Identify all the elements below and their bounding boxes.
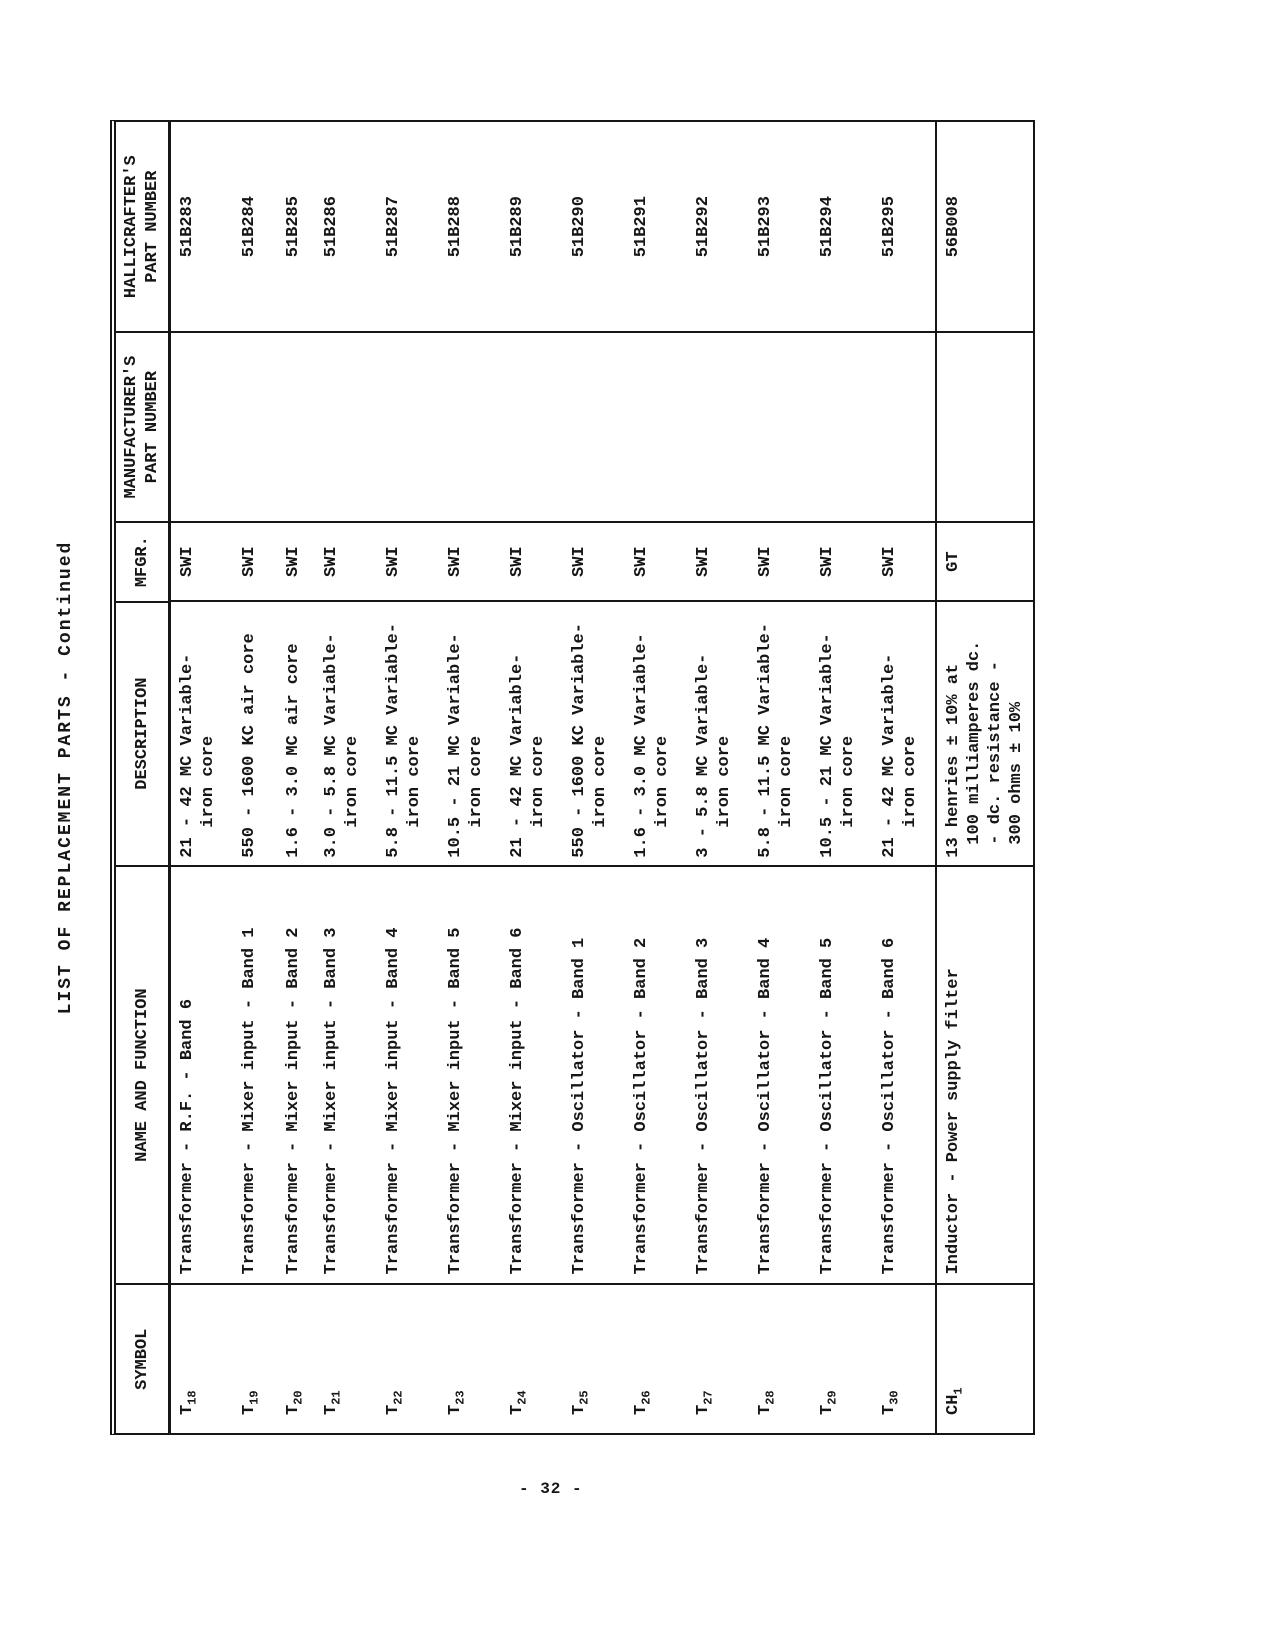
name-and-function-cell: Transformer - Mixer input - Band 5 — [439, 865, 501, 1284]
manufacturers-part-number-cell — [439, 331, 501, 520]
table-row — [811, 122, 873, 1433]
description-line: 1.6 - 3.0 MC air core — [284, 643, 303, 858]
description-cell — [501, 601, 563, 865]
description-line: iron core — [591, 735, 610, 828]
description-line: - dc. resistance - — [986, 661, 1005, 845]
hallicrafters-part-number-cell: 51B290 — [570, 196, 589, 258]
symbol-subscript: 23 — [453, 1390, 468, 1405]
symbol-subscript: 26 — [639, 1390, 654, 1405]
description-line: 13 henries ± 10% at — [944, 663, 963, 858]
description-cell — [233, 601, 277, 865]
symbol-subscript: 25 — [577, 1390, 592, 1405]
table-row — [233, 122, 277, 1433]
symbol-cell — [625, 1283, 687, 1433]
header-mfgr: MFGR. — [116, 521, 168, 601]
name-and-function-cell: Transformer - Mixer input - Band 3 — [315, 865, 377, 1284]
mfgr-cell: SWI — [749, 521, 811, 601]
description-line: 3.0 - 5.8 MC Variable- — [322, 633, 341, 858]
table-header-row — [116, 122, 171, 1433]
description-cell — [811, 601, 873, 865]
description-cell — [687, 601, 749, 865]
header-description: DESCRIPTION — [116, 601, 168, 865]
page-number: - 32 - — [519, 1480, 583, 1498]
hallicrafters-part-number-cell: 51B283 — [178, 196, 197, 258]
description-line: iron core — [529, 735, 548, 828]
hallicrafters-part-number-cell: 51B292 — [694, 196, 713, 258]
page-title: LIST OF REPLACEMENT PARTS - Continued — [56, 540, 76, 1015]
name-and-function-cell: Transformer - Oscillator - Band 2 — [625, 865, 687, 1284]
manufacturers-part-number-cell — [563, 331, 625, 520]
hallicrafters-part-number-cell: 51B285 — [284, 196, 303, 258]
mfgr-cell: SWI — [625, 521, 687, 601]
manufacturers-part-number-cell — [687, 331, 749, 520]
mfgr-cell: SWI — [563, 521, 625, 601]
hallicrafters-part-number-cell: 51B291 — [632, 196, 651, 258]
header-line: PART NUMBER — [143, 170, 162, 283]
symbol-subscript: 30 — [887, 1390, 902, 1405]
description-cell — [563, 601, 625, 865]
symbol-subscript: 29 — [825, 1390, 840, 1405]
header-line: PART NUMBER — [143, 370, 162, 484]
description-cell — [277, 601, 315, 865]
manufacturers-part-number-cell — [501, 331, 563, 520]
mfgr-cell: SWI — [439, 521, 501, 601]
description-line: iron core — [199, 735, 218, 828]
symbol-base: T — [446, 1404, 465, 1415]
symbol-cell — [377, 1283, 439, 1433]
description-line: iron core — [343, 735, 362, 828]
name-and-function-cell: Transformer - Mixer input - Band 1 — [233, 865, 277, 1284]
symbol-subscript: 20 — [291, 1390, 306, 1405]
table-row — [377, 122, 439, 1433]
description-cell — [937, 601, 1033, 865]
mfgr-cell: SWI — [171, 521, 233, 601]
symbol-cell — [501, 1283, 563, 1433]
symbol-base: T — [756, 1404, 775, 1415]
manufacturers-part-number-cell — [233, 331, 277, 520]
replacement-parts-table — [110, 120, 1035, 1435]
symbol-base: T — [508, 1404, 527, 1415]
symbol-base: T — [240, 1404, 259, 1415]
table-row — [625, 122, 687, 1433]
symbol-subscript: 28 — [763, 1390, 778, 1405]
description-cell — [171, 601, 233, 865]
name-and-function-cell: Transformer - Oscillator - Band 1 — [563, 865, 625, 1284]
table-row — [501, 122, 563, 1433]
symbol-base: T — [322, 1404, 341, 1415]
header-name-and-function: NAME AND FUNCTION — [116, 865, 168, 1284]
symbol-cell — [171, 1283, 233, 1433]
description-line: 10.5 - 21 MC Variable- — [818, 633, 837, 858]
mfgr-cell: SWI — [811, 521, 873, 601]
mfgr-cell: GT — [937, 521, 1033, 601]
symbol-cell — [563, 1283, 625, 1433]
description-line: iron core — [901, 735, 920, 828]
description-line: 550 - 1600 KC air core — [240, 633, 259, 858]
symbol-subscript: 19 — [247, 1390, 262, 1405]
hallicrafters-part-number-cell: 56B008 — [944, 196, 963, 258]
table-row — [563, 122, 625, 1433]
symbol-base: T — [880, 1404, 899, 1415]
description-cell — [873, 601, 935, 865]
description-line: 300 ohms ± 10% — [1007, 701, 1026, 845]
symbol-base: T — [384, 1404, 403, 1415]
symbol-cell — [873, 1283, 935, 1433]
manufacturers-part-number-cell — [811, 331, 873, 520]
table-row — [935, 122, 1033, 1433]
symbol-base: T — [694, 1404, 713, 1415]
mfgr-cell: SWI — [277, 521, 315, 601]
hallicrafters-part-number-cell: 51B284 — [240, 196, 259, 258]
hallicrafters-part-number-cell: 51B287 — [384, 196, 403, 258]
symbol-subscript: 18 — [185, 1390, 200, 1405]
hallicrafters-part-number-cell: 51B294 — [818, 196, 837, 258]
symbol-cell — [439, 1283, 501, 1433]
description-line: 21 - 42 MC Variable- — [178, 653, 197, 858]
header-line: HALLICRAFTER'S — [122, 155, 141, 299]
symbol-subscript: 27 — [701, 1390, 716, 1405]
symbol-base: T — [570, 1404, 589, 1415]
description-line: iron core — [715, 735, 734, 828]
manufacturers-part-number-cell — [277, 331, 315, 520]
name-and-function-cell: Transformer - Oscillator - Band 4 — [749, 865, 811, 1284]
description-cell — [625, 601, 687, 865]
symbol-base: T — [178, 1404, 197, 1415]
description-line: 5.8 - 11.5 MC Variable- — [384, 623, 403, 858]
table-row — [315, 122, 377, 1433]
symbol-cell — [315, 1283, 377, 1433]
mfgr-cell: SWI — [233, 521, 277, 601]
name-and-function-cell: Transformer - Mixer input - Band 2 — [277, 865, 315, 1284]
description-line: iron core — [839, 735, 858, 828]
mfgr-cell: SWI — [501, 521, 563, 601]
symbol-cell — [233, 1283, 277, 1433]
description-line: 100 milliamperes dc. — [965, 640, 984, 845]
name-and-function-cell: Transformer - Mixer input - Band 4 — [377, 865, 439, 1284]
symbol-cell — [937, 1283, 1033, 1433]
mfgr-cell: SWI — [687, 521, 749, 601]
manufacturers-part-number-cell — [315, 331, 377, 520]
table-row — [687, 122, 749, 1433]
mfgr-cell: SWI — [873, 521, 935, 601]
symbol-subscript: 21 — [329, 1390, 344, 1405]
name-and-function-cell: Transformer - Oscillator - Band 6 — [873, 865, 935, 1284]
manufacturers-part-number-cell — [171, 331, 233, 520]
description-cell — [749, 601, 811, 865]
manufacturers-part-number-cell — [625, 331, 687, 520]
mfgr-cell: SWI — [377, 521, 439, 601]
symbol-cell — [277, 1283, 315, 1433]
name-and-function-cell: Transformer - R.F. - Band 6 — [171, 865, 233, 1284]
hallicrafters-part-number-cell: 51B288 — [446, 196, 465, 258]
manufacturers-part-number-cell — [937, 331, 1033, 520]
description-line: iron core — [467, 735, 486, 828]
table-row — [171, 122, 233, 1433]
manufacturers-part-number-cell — [749, 331, 811, 520]
mfgr-cell: SWI — [315, 521, 377, 601]
description-cell — [315, 601, 377, 865]
table-row — [749, 122, 811, 1433]
name-and-function-cell: Inductor - Power supply filter — [937, 865, 1033, 1284]
description-line: iron core — [405, 735, 424, 828]
hallicrafters-part-number-cell: 51B286 — [322, 196, 341, 258]
description-line: 550 - 1600 KC Variable- — [570, 623, 589, 858]
description-line: 5.8 - 11.5 MC Variable- — [756, 623, 775, 858]
description-cell — [439, 601, 501, 865]
name-and-function-cell: Transformer - Mixer input - Band 6 — [501, 865, 563, 1284]
symbol-base: T — [284, 1404, 303, 1415]
table-row — [277, 122, 315, 1433]
manufacturers-part-number-cell — [873, 331, 935, 520]
description-line: 21 - 42 MC Variable- — [508, 653, 527, 858]
description-line: 21 - 42 MC Variable- — [880, 653, 899, 858]
symbol-cell — [749, 1283, 811, 1433]
header-manufacturers-part-number — [116, 331, 168, 520]
name-and-function-cell: Transformer - Oscillator - Band 5 — [811, 865, 873, 1284]
header-line: MANUFACTURER'S — [122, 355, 141, 499]
symbol-base: T — [632, 1404, 651, 1415]
symbol-cell — [687, 1283, 749, 1433]
symbol-cell — [811, 1283, 873, 1433]
description-line: 10.5 - 21 MC Variable- — [446, 633, 465, 858]
description-line: 3 - 5.8 MC Variable- — [694, 653, 713, 858]
symbol-subscript: 1 — [951, 1387, 966, 1395]
table-body — [171, 122, 1033, 1433]
table-row — [873, 122, 935, 1433]
symbol-base: T — [818, 1404, 837, 1415]
description-line: iron core — [777, 735, 796, 828]
hallicrafters-part-number-cell: 51B295 — [880, 196, 899, 258]
table-row — [439, 122, 501, 1433]
header-symbol: SYMBOL — [116, 1283, 168, 1433]
hallicrafters-part-number-cell: 51B293 — [756, 196, 775, 258]
hallicrafters-part-number-cell: 51B289 — [508, 196, 527, 258]
description-line: 1.6 - 3.0 MC Variable- — [632, 633, 651, 858]
manufacturers-part-number-cell — [377, 331, 439, 520]
name-and-function-cell: Transformer - Oscillator - Band 3 — [687, 865, 749, 1284]
symbol-base: CH — [944, 1394, 963, 1415]
description-line: iron core — [653, 735, 672, 828]
symbol-subscript: 24 — [515, 1390, 530, 1405]
description-cell — [377, 601, 439, 865]
symbol-subscript: 22 — [391, 1390, 406, 1405]
header-hallicrafters-part-number — [116, 122, 168, 331]
